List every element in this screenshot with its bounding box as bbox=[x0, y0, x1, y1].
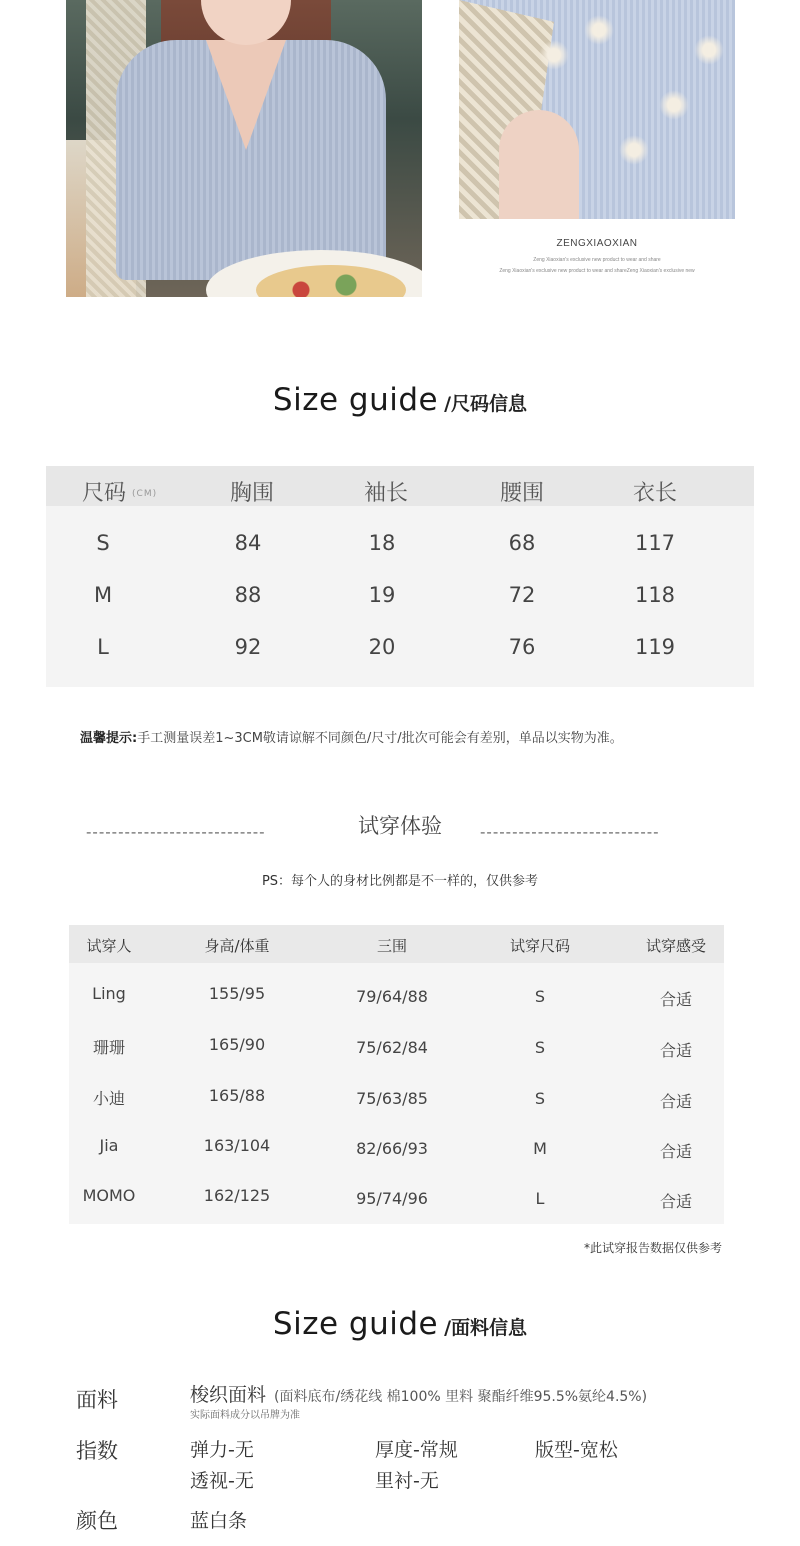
tryon-table-header bbox=[69, 925, 724, 963]
size-value-cell: 19 bbox=[368, 583, 396, 607]
index-label: 指数 bbox=[76, 1439, 118, 1463]
divider-left: ---------------------------- bbox=[86, 823, 266, 841]
tryon-cell: 珊珊 bbox=[92, 1038, 125, 1057]
tryon-cell: 合适 bbox=[659, 1092, 692, 1111]
tryon-header-cell: 身高/体重 bbox=[204, 937, 270, 955]
tryon-cell: 162/125 bbox=[203, 1186, 271, 1205]
size-label-cell: L bbox=[97, 635, 109, 659]
v-neckline bbox=[206, 40, 286, 150]
tryon-cell: Jia bbox=[99, 1136, 119, 1155]
size-table bbox=[46, 466, 754, 687]
brand-tagline-2: Zeng Xiaoxian's exclusive new product to wear and shareZeng Xiaoxian's exclusive new bbox=[499, 268, 695, 274]
embroidery-flower bbox=[694, 35, 724, 65]
material-value: 梭织面料 bbox=[190, 1384, 267, 1406]
tryon-cell: 165/88 bbox=[208, 1086, 266, 1105]
color-label: 颜色 bbox=[76, 1509, 118, 1533]
size-value-cell: 118 bbox=[634, 583, 676, 607]
size-value-cell: 20 bbox=[368, 635, 396, 659]
tip-label: 温馨提示: bbox=[80, 731, 138, 746]
elasticity: 弹力-无 bbox=[190, 1439, 254, 1461]
header-cell: 尺码 (CM) bbox=[82, 481, 158, 506]
material-row bbox=[190, 1380, 647, 1407]
tryon-cell: M bbox=[533, 1139, 547, 1158]
size-guide-subtitle: /尺码信息 bbox=[444, 393, 528, 415]
tip-text: 手工测量误差1~3CM敬请谅解不同颜色/尺寸/批次可能会有差别，单品以实物为准。 bbox=[137, 731, 623, 746]
material-note: 实际面料成分以吊牌为准 bbox=[190, 1410, 300, 1421]
fit-type: 版型-宽松 bbox=[535, 1439, 618, 1461]
size-guide-title: Size guide bbox=[272, 382, 439, 418]
tryon-cell: MOMO bbox=[82, 1186, 136, 1205]
fabric-subtitle: /面料信息 bbox=[444, 1317, 528, 1339]
tryon-cell: S bbox=[534, 987, 546, 1006]
size-guide-heading bbox=[0, 382, 800, 418]
size-value-cell: 68 bbox=[508, 531, 536, 555]
size-value-cell: 92 bbox=[234, 635, 262, 659]
embroidery-flower bbox=[539, 40, 569, 70]
tryon-cell: 82/66/93 bbox=[356, 1139, 428, 1158]
header-cell: 衣长 bbox=[632, 481, 677, 506]
tryon-cell: 合适 bbox=[659, 1192, 692, 1211]
material-label: 面料 bbox=[76, 1388, 118, 1412]
fabric-heading bbox=[0, 1306, 800, 1342]
thickness: 厚度-常规 bbox=[375, 1439, 458, 1461]
tryon-title: 试穿体验 bbox=[358, 814, 442, 838]
embroidery-flower bbox=[584, 15, 614, 45]
tryon-footnote: *此试穿报告数据仅供参考 bbox=[583, 1241, 722, 1255]
header-cell: 胸围 bbox=[229, 481, 274, 506]
header-cell: 腰围 bbox=[499, 481, 544, 506]
size-label-cell: S bbox=[96, 531, 110, 555]
size-value-cell: 117 bbox=[634, 531, 676, 555]
tryon-cell: 163/104 bbox=[203, 1136, 271, 1155]
tryon-cell: 79/64/88 bbox=[356, 987, 428, 1006]
lining: 里衬-无 bbox=[375, 1470, 439, 1492]
tryon-cell: 95/74/96 bbox=[356, 1189, 428, 1208]
size-value-cell: 119 bbox=[634, 635, 676, 659]
fabric-title: Size guide bbox=[272, 1306, 439, 1342]
size-label-cell: M bbox=[93, 583, 113, 607]
embroidery-flower bbox=[619, 135, 649, 165]
hand bbox=[499, 110, 579, 219]
size-value-cell: 76 bbox=[508, 635, 536, 659]
tryon-cell: 155/95 bbox=[208, 984, 266, 1003]
tryon-cell: 75/62/84 bbox=[356, 1038, 428, 1057]
size-value-cell: 84 bbox=[234, 531, 262, 555]
size-table-header bbox=[46, 466, 754, 506]
product-photo-model bbox=[66, 0, 422, 297]
color-value: 蓝白条 bbox=[190, 1510, 248, 1532]
product-photo-detail bbox=[459, 0, 735, 219]
header-cell: 袖长 bbox=[363, 481, 408, 506]
embroidery-flower bbox=[659, 90, 689, 120]
transparency: 透视-无 bbox=[190, 1470, 254, 1492]
tryon-cell: 75/63/85 bbox=[356, 1089, 428, 1108]
tryon-cell: Ling bbox=[92, 984, 126, 1003]
tryon-header-cell: 试穿人 bbox=[86, 937, 132, 955]
tryon-header-cell: 三围 bbox=[376, 937, 407, 955]
divider-right: ---------------------------- bbox=[480, 823, 660, 841]
tryon-cell: 小迪 bbox=[92, 1089, 125, 1108]
tryon-cell: S bbox=[534, 1089, 546, 1108]
brand-tagline: Zeng Xiaoxian's exclusive new product to wear and share bbox=[533, 257, 661, 263]
brand-name: ZENGXIAOXIAN bbox=[556, 238, 638, 249]
tryon-table bbox=[69, 925, 724, 1224]
tryon-cell: L bbox=[535, 1189, 545, 1208]
tryon-cell: 165/90 bbox=[208, 1035, 266, 1054]
tryon-cell: 合适 bbox=[659, 1041, 692, 1060]
tryon-header-cell: 试穿感受 bbox=[645, 937, 706, 955]
size-value-cell: 72 bbox=[508, 583, 536, 607]
tryon-cell: 合适 bbox=[659, 990, 692, 1009]
tryon-cell: 合适 bbox=[659, 1142, 692, 1161]
tryon-ps-note: PS：每个人的身材比例都是不一样的，仅供参考 bbox=[261, 874, 539, 889]
size-value-cell: 18 bbox=[368, 531, 396, 555]
material-detail: (面料底布/绣花线 棉100% 里料 聚酯纤维95.5%氨纶4.5%) bbox=[274, 1389, 648, 1405]
tryon-header-cell: 试穿尺码 bbox=[509, 937, 570, 955]
size-value-cell: 88 bbox=[234, 583, 262, 607]
tryon-cell: S bbox=[534, 1038, 546, 1057]
measurement-tip bbox=[80, 727, 623, 746]
